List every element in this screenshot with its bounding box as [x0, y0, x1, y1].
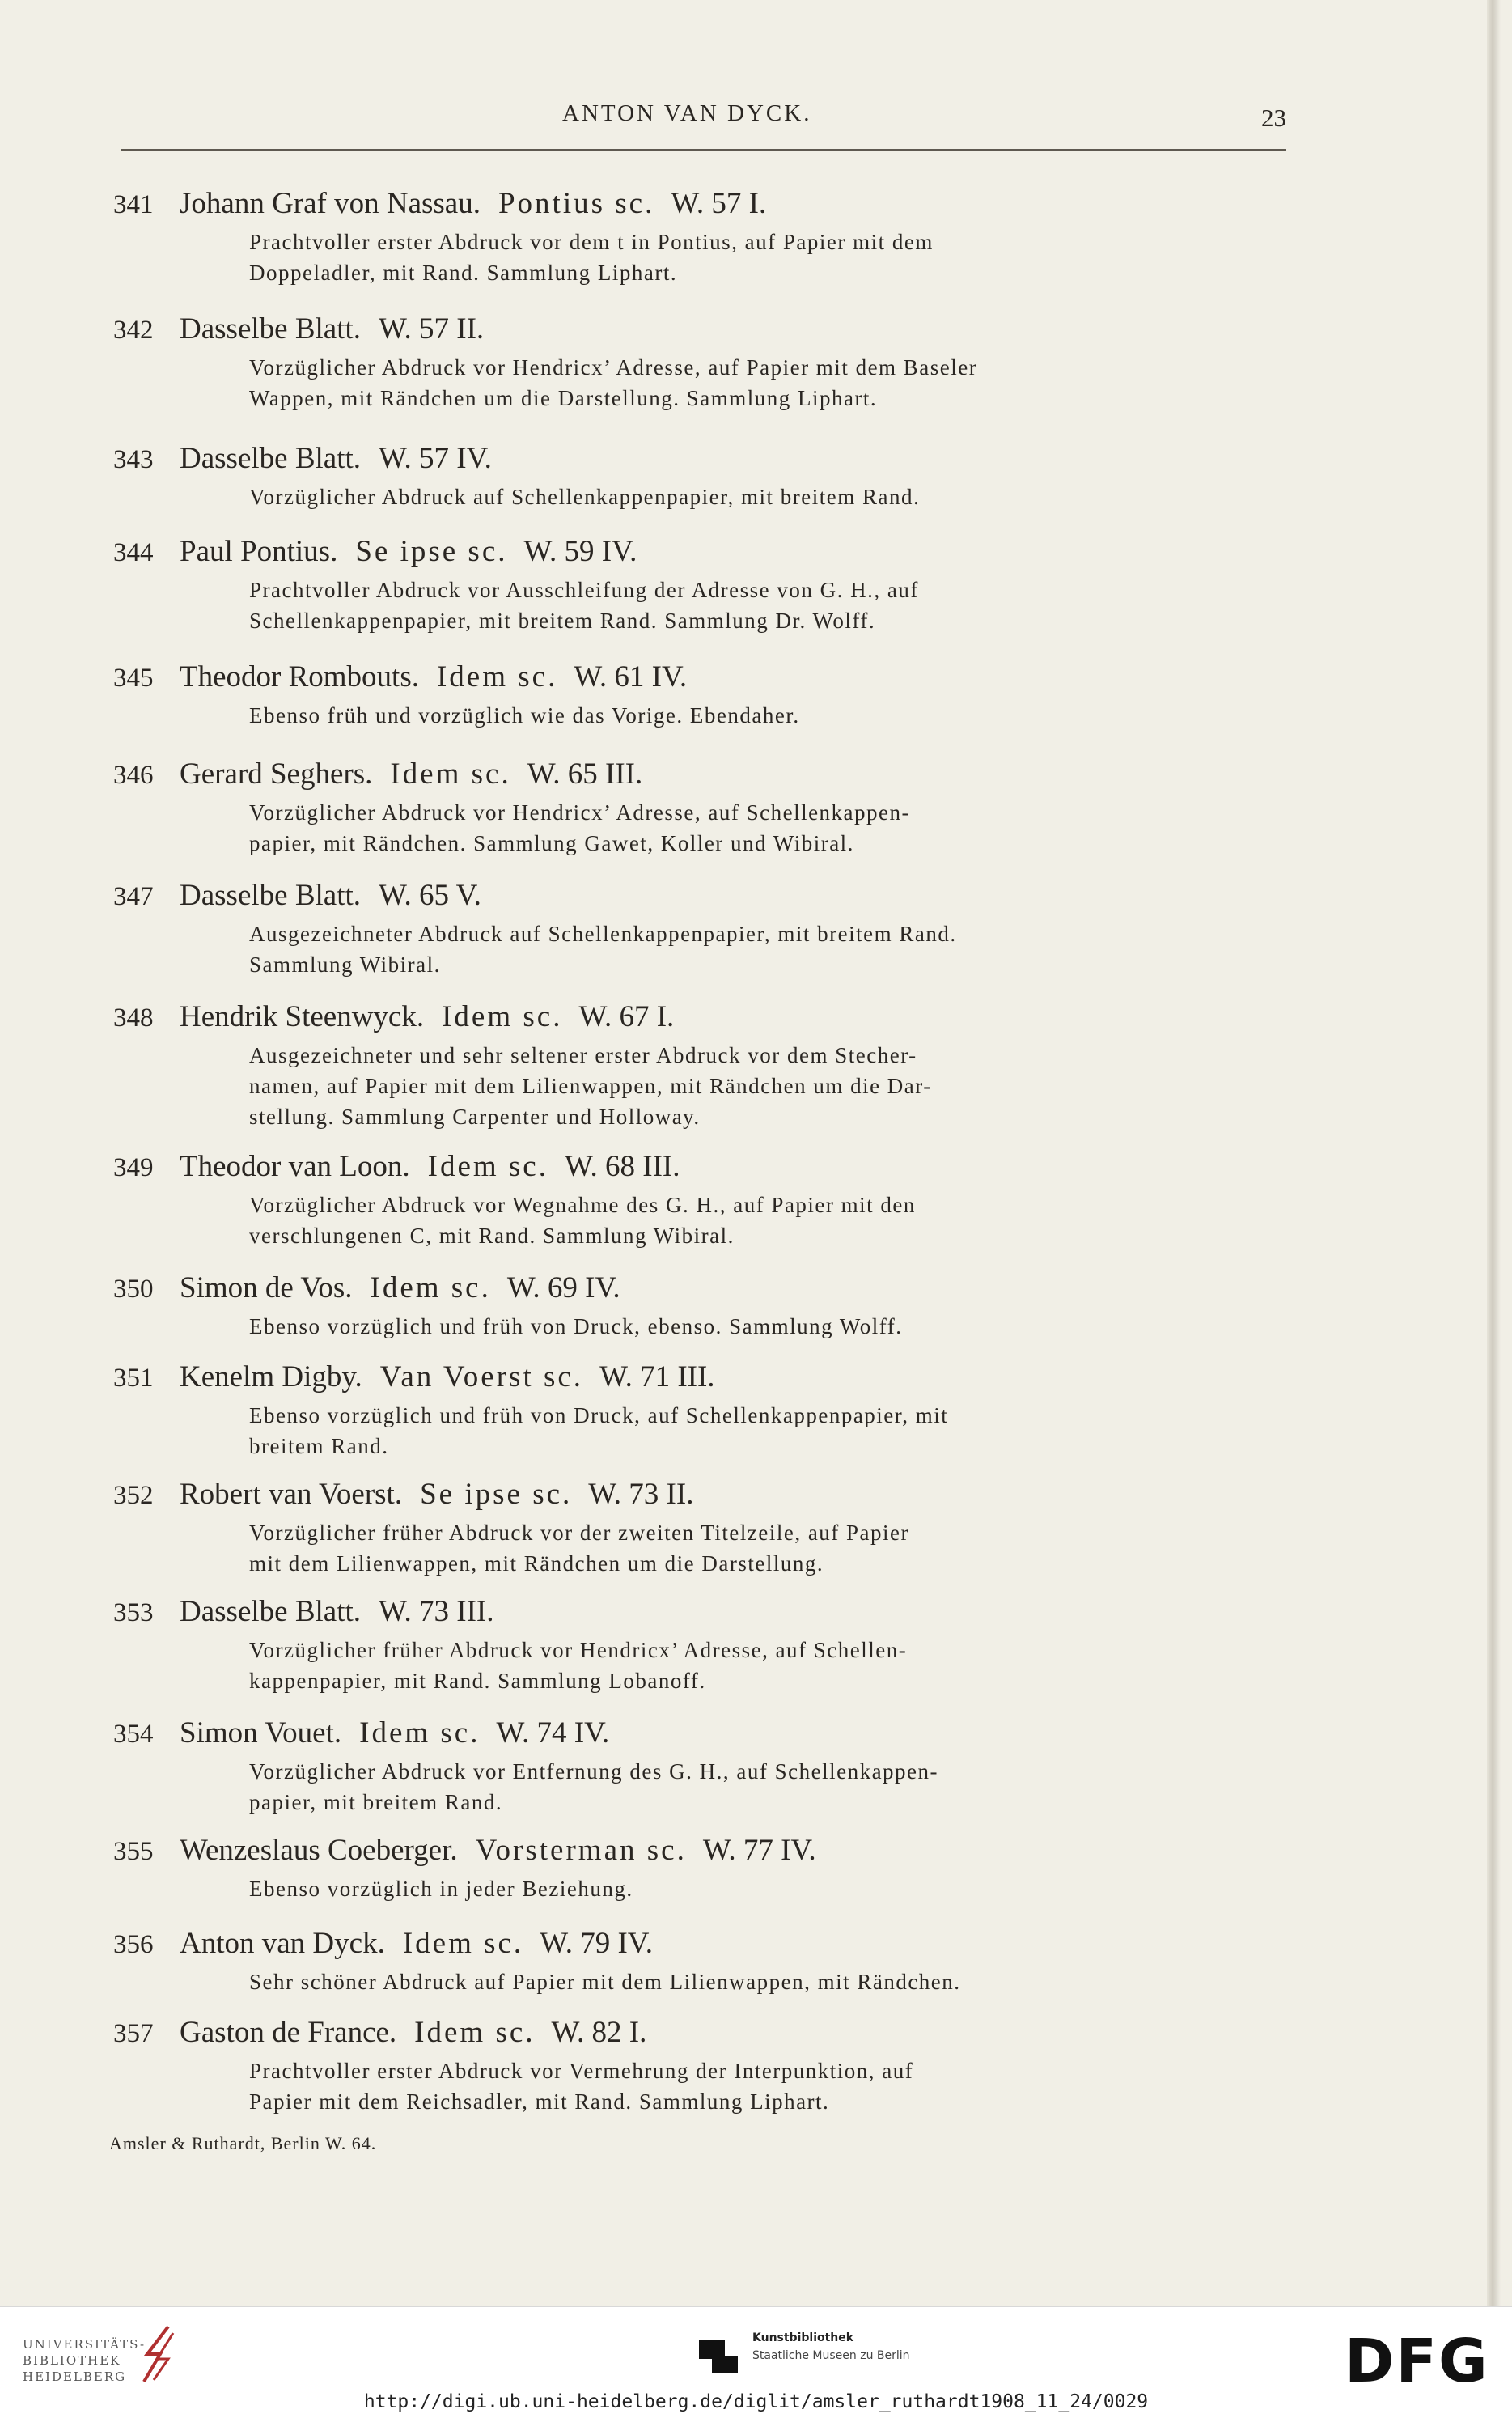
entry-title: Johann Graf von Nassau. [180, 187, 481, 220]
page-url[interactable]: http://digi.ub.uni-heidelberg.de/diglit/amsler_ruthardt1908_11_24/0029 [363, 2391, 1149, 2412]
entry-wurzbach-ref: W. 71 III. [599, 1360, 715, 1394]
entry-title: Wenzeslaus Coeberger. [180, 1834, 458, 1867]
description-line: Schellenkappenpapier, mit breitem Rand. Sammlung Dr. Wolff. [249, 609, 876, 633]
description-line: papier, mit breitem Rand. [249, 1790, 503, 1814]
entry-engraver: Pontius sc. [498, 187, 655, 220]
entry-title: Simon de Vos. [180, 1271, 353, 1304]
catalogue-entry [113, 1477, 1294, 1579]
entry-title: Anton van Dyck. [180, 1927, 385, 1960]
entry-heading [113, 186, 1294, 222]
catalogue-entry [113, 2015, 1294, 2117]
entry-engraver: Idem sc. [390, 757, 511, 791]
description-line: breitem Rand. [249, 1434, 389, 1458]
entry-engraver: Idem sc. [370, 1271, 491, 1304]
university-line: BIBLIOTHEK [23, 2353, 121, 2368]
description-line: stellung. Sammlung Carpenter und Holloway. [249, 1105, 701, 1129]
description-line: Wappen, mit Rändchen um die Darstellung. Sammlung Liphart. [249, 386, 878, 410]
entry-heading [113, 660, 1294, 695]
description-line: Prachtvoller Abdruck vor Ausschleifung der Adresse von G. H., auf [249, 578, 919, 602]
description-line: Vorzüglicher Abdruck vor Hendricx’ Adresse, auf Papier mit dem Baseler [249, 355, 978, 380]
entry-engraver: Se ipse sc. [355, 535, 508, 568]
description-line: Ebenso vorzüglich in jeder Beziehung. [249, 1877, 633, 1901]
entry-engraver: Idem sc. [442, 1000, 563, 1033]
entry-engraver: Idem sc. [436, 660, 558, 694]
entry-engraver: Idem sc. [359, 1716, 481, 1750]
catalogue-entry [113, 534, 1294, 636]
catalogue-entry [113, 1594, 1294, 1696]
entry-engraver: Idem sc. [414, 2016, 536, 2049]
entry-description [249, 1873, 1289, 1904]
page-number: 23 [1261, 104, 1286, 132]
entry-heading [113, 757, 1294, 792]
entry-wurzbach-ref: W. 57 IV. [379, 442, 492, 475]
catalogue-entry [113, 660, 1294, 731]
entry-description [249, 2055, 1289, 2117]
university-line: UNIVERSITÄTS- [23, 2337, 146, 2352]
catalogue-entry [113, 312, 1294, 414]
catalogue-entry [113, 186, 1294, 288]
entry-number: 356 [113, 1930, 154, 1959]
description-line: verschlungenen C, mit Rand. Sammlung Wibiral. [249, 1224, 735, 1248]
entry-title: Theodor van Loon. [180, 1150, 410, 1183]
entry-heading [113, 1360, 1294, 1395]
entry-title: Dasselbe Blatt. [180, 312, 362, 346]
dfg-logo: DFG [1345, 2327, 1489, 2396]
entry-heading [113, 1716, 1294, 1751]
entry-title: Theodor Rombouts. [180, 660, 419, 694]
description-line: Sammlung Wibiral. [249, 952, 441, 977]
entry-engraver: Vorsterman sc. [475, 1834, 687, 1867]
entry-title: Gerard Seghers. [180, 757, 373, 791]
entry-number: 345 [113, 664, 154, 693]
kunstbibliothek-logo-icon [696, 2331, 741, 2377]
entry-description [249, 481, 1289, 512]
entry-wurzbach-ref: W. 67 I. [578, 1000, 675, 1033]
entry-heading [113, 1833, 1294, 1869]
catalogue-entry [113, 441, 1294, 512]
entry-title: Gaston de France. [180, 2016, 397, 2049]
entry-description [249, 1756, 1289, 1818]
entry-number: 352 [113, 1481, 154, 1510]
catalogue-entry [113, 1716, 1294, 1818]
entry-heading [113, 999, 1294, 1035]
university-logo-icon [136, 2322, 184, 2386]
entry-description [249, 1400, 1289, 1461]
entry-wurzbach-ref: W. 68 III. [564, 1150, 680, 1183]
entry-wurzbach-ref: W. 59 IV. [523, 535, 637, 568]
entry-description [249, 575, 1289, 636]
entry-number: 348 [113, 1003, 154, 1033]
entry-number: 342 [113, 316, 154, 345]
description-line: Vorzüglicher Abdruck vor Entfernung des G. H., auf Schellenkappen- [249, 1759, 939, 1784]
entry-wurzbach-ref: W. 73 III. [379, 1595, 494, 1628]
library-subtitle: Staatliche Museen zu Berlin [752, 2349, 910, 2362]
description-line: Vorzüglicher Abdruck auf Schellenkappenpapier, mit breitem Rand. [249, 485, 921, 509]
entry-wurzbach-ref: W. 65 III. [527, 757, 643, 791]
entry-title: Simon Vouet. [180, 1716, 342, 1750]
entry-title: Dasselbe Blatt. [180, 879, 362, 912]
entry-heading [113, 312, 1294, 347]
description-line: Ebenso früh und vorzüglich wie das Vorige. Ebendaher. [249, 703, 800, 728]
description-line: namen, auf Papier mit dem Lilienwappen, mit Rändchen um die Dar- [249, 1074, 932, 1098]
entry-description [249, 918, 1289, 980]
entry-title: Robert van Voerst. [180, 1478, 403, 1511]
entry-wurzbach-ref: W. 69 IV. [506, 1271, 620, 1304]
entry-engraver: Van Voerst sc. [379, 1360, 584, 1394]
catalogue-entry [113, 1149, 1294, 1251]
running-header [121, 100, 1286, 151]
description-line: kappenpapier, mit Rand. Sammlung Lobanoff. [249, 1669, 706, 1693]
entry-heading [113, 2015, 1294, 2051]
description-line: Doppeladler, mit Rand. Sammlung Liphart. [249, 261, 678, 285]
entry-wurzbach-ref: W. 77 IV. [702, 1834, 816, 1867]
description-line: Prachtvoller erster Abdruck vor dem t in Pontius, auf Papier mit dem [249, 230, 934, 254]
entry-number: 351 [113, 1364, 154, 1393]
entry-wurzbach-ref: W. 74 IV. [496, 1716, 610, 1750]
entry-number: 346 [113, 761, 154, 790]
entry-heading [113, 534, 1294, 570]
entry-number: 349 [113, 1153, 154, 1182]
entry-wurzbach-ref: W. 82 I. [551, 2016, 647, 2049]
catalogue-entry [113, 878, 1294, 980]
entry-title: Dasselbe Blatt. [180, 1595, 362, 1628]
university-line: HEIDELBERG [23, 2369, 127, 2384]
catalogue-entry [113, 1271, 1294, 1342]
entry-heading [113, 1149, 1294, 1185]
catalogue-entry [113, 1360, 1294, 1461]
entry-description [249, 1635, 1289, 1696]
description-line: Vorzüglicher Abdruck vor Wegnahme des G. H., auf Papier mit den [249, 1193, 916, 1217]
entry-engraver: Idem sc. [402, 1927, 524, 1960]
entry-engraver: Idem sc. [427, 1150, 548, 1183]
entry-title: Paul Pontius. [180, 535, 338, 568]
entry-heading [113, 878, 1294, 914]
running-title: ANTON VAN DYCK. [562, 100, 812, 126]
catalogue-entry [113, 1833, 1294, 1904]
entry-wurzbach-ref: W. 65 V. [379, 879, 481, 912]
entry-number: 357 [113, 2019, 154, 2048]
entry-description [249, 700, 1289, 731]
description-line: Vorzüglicher früher Abdruck vor der zweiten Titelzeile, auf Papier [249, 1521, 910, 1545]
description-line: Ebenso vorzüglich und früh von Druck, auf Schellenkappenpapier, mit [249, 1403, 949, 1427]
entry-title: Dasselbe Blatt. [180, 442, 362, 475]
description-line: Ausgezeichneter und sehr seltener erster Abdruck vor dem Stecher- [249, 1043, 917, 1067]
description-line: mit dem Lilienwappen, mit Rändchen um die Darstellung. [249, 1551, 824, 1576]
description-line: Prachtvoller erster Abdruck vor Vermehrung der Interpunktion, auf [249, 2059, 914, 2083]
entry-wurzbach-ref: W. 61 IV. [574, 660, 688, 694]
printer-imprint: Amsler & Ruthardt, Berlin W. 64. [109, 2133, 377, 2153]
entry-description [249, 352, 1289, 414]
entry-description [249, 1311, 1289, 1342]
entry-heading [113, 1926, 1294, 1962]
entry-number: 350 [113, 1275, 154, 1304]
entry-title: Hendrik Steenwyck. [180, 1000, 425, 1033]
entry-wurzbach-ref: W. 73 II. [588, 1478, 694, 1511]
description-line: Ausgezeichneter Abdruck auf Schellenkappenpapier, mit breitem Rand. [249, 922, 957, 946]
entry-heading [113, 1594, 1294, 1630]
entry-number: 343 [113, 445, 154, 474]
entry-wurzbach-ref: W. 79 IV. [540, 1927, 653, 1960]
viewer-footer [0, 2306, 1512, 2418]
description-line: Papier mit dem Reichsadler, mit Rand. Sammlung Liphart. [249, 2089, 830, 2114]
entry-heading [113, 441, 1294, 477]
entry-number: 344 [113, 538, 154, 567]
entry-heading [113, 1271, 1294, 1306]
university-library-name [23, 2336, 146, 2385]
description-line: Ebenso vorzüglich und früh von Druck, ebenso. Sammlung Wolff. [249, 1314, 903, 1338]
entry-title: Kenelm Digby. [180, 1360, 362, 1394]
entry-description [249, 797, 1289, 859]
entry-engraver: Se ipse sc. [420, 1478, 573, 1511]
entry-description [249, 227, 1289, 288]
entry-description [249, 1190, 1289, 1251]
entry-number: 341 [113, 190, 154, 219]
page-edge [1487, 0, 1501, 2306]
catalogue-entry [113, 757, 1294, 859]
entry-description [249, 1966, 1289, 1997]
description-line: Vorzüglicher früher Abdruck vor Hendricx’ Adresse, auf Schellen- [249, 1638, 908, 1662]
entry-wurzbach-ref: W. 57 I. [671, 187, 767, 220]
entry-description [249, 1517, 1289, 1579]
description-line: papier, mit Rändchen. Sammlung Gawet, Koller und Wibiral. [249, 831, 854, 855]
entry-number: 354 [113, 1720, 154, 1749]
entry-number: 347 [113, 882, 154, 911]
catalogue-entry [113, 999, 1294, 1132]
entry-description [249, 1040, 1289, 1132]
description-line: Vorzüglicher Abdruck vor Hendricx’ Adresse, auf Schellenkappen- [249, 800, 911, 825]
entry-heading [113, 1477, 1294, 1512]
description-line: Sehr schöner Abdruck auf Papier mit dem Lilienwappen, mit Rändchen. [249, 1970, 961, 1994]
entry-number: 353 [113, 1598, 154, 1627]
entry-wurzbach-ref: W. 57 II. [379, 312, 485, 346]
entry-number: 355 [113, 1837, 154, 1866]
library-name: Kunstbibliothek [752, 2331, 854, 2344]
catalogue-entry [113, 1926, 1294, 1997]
